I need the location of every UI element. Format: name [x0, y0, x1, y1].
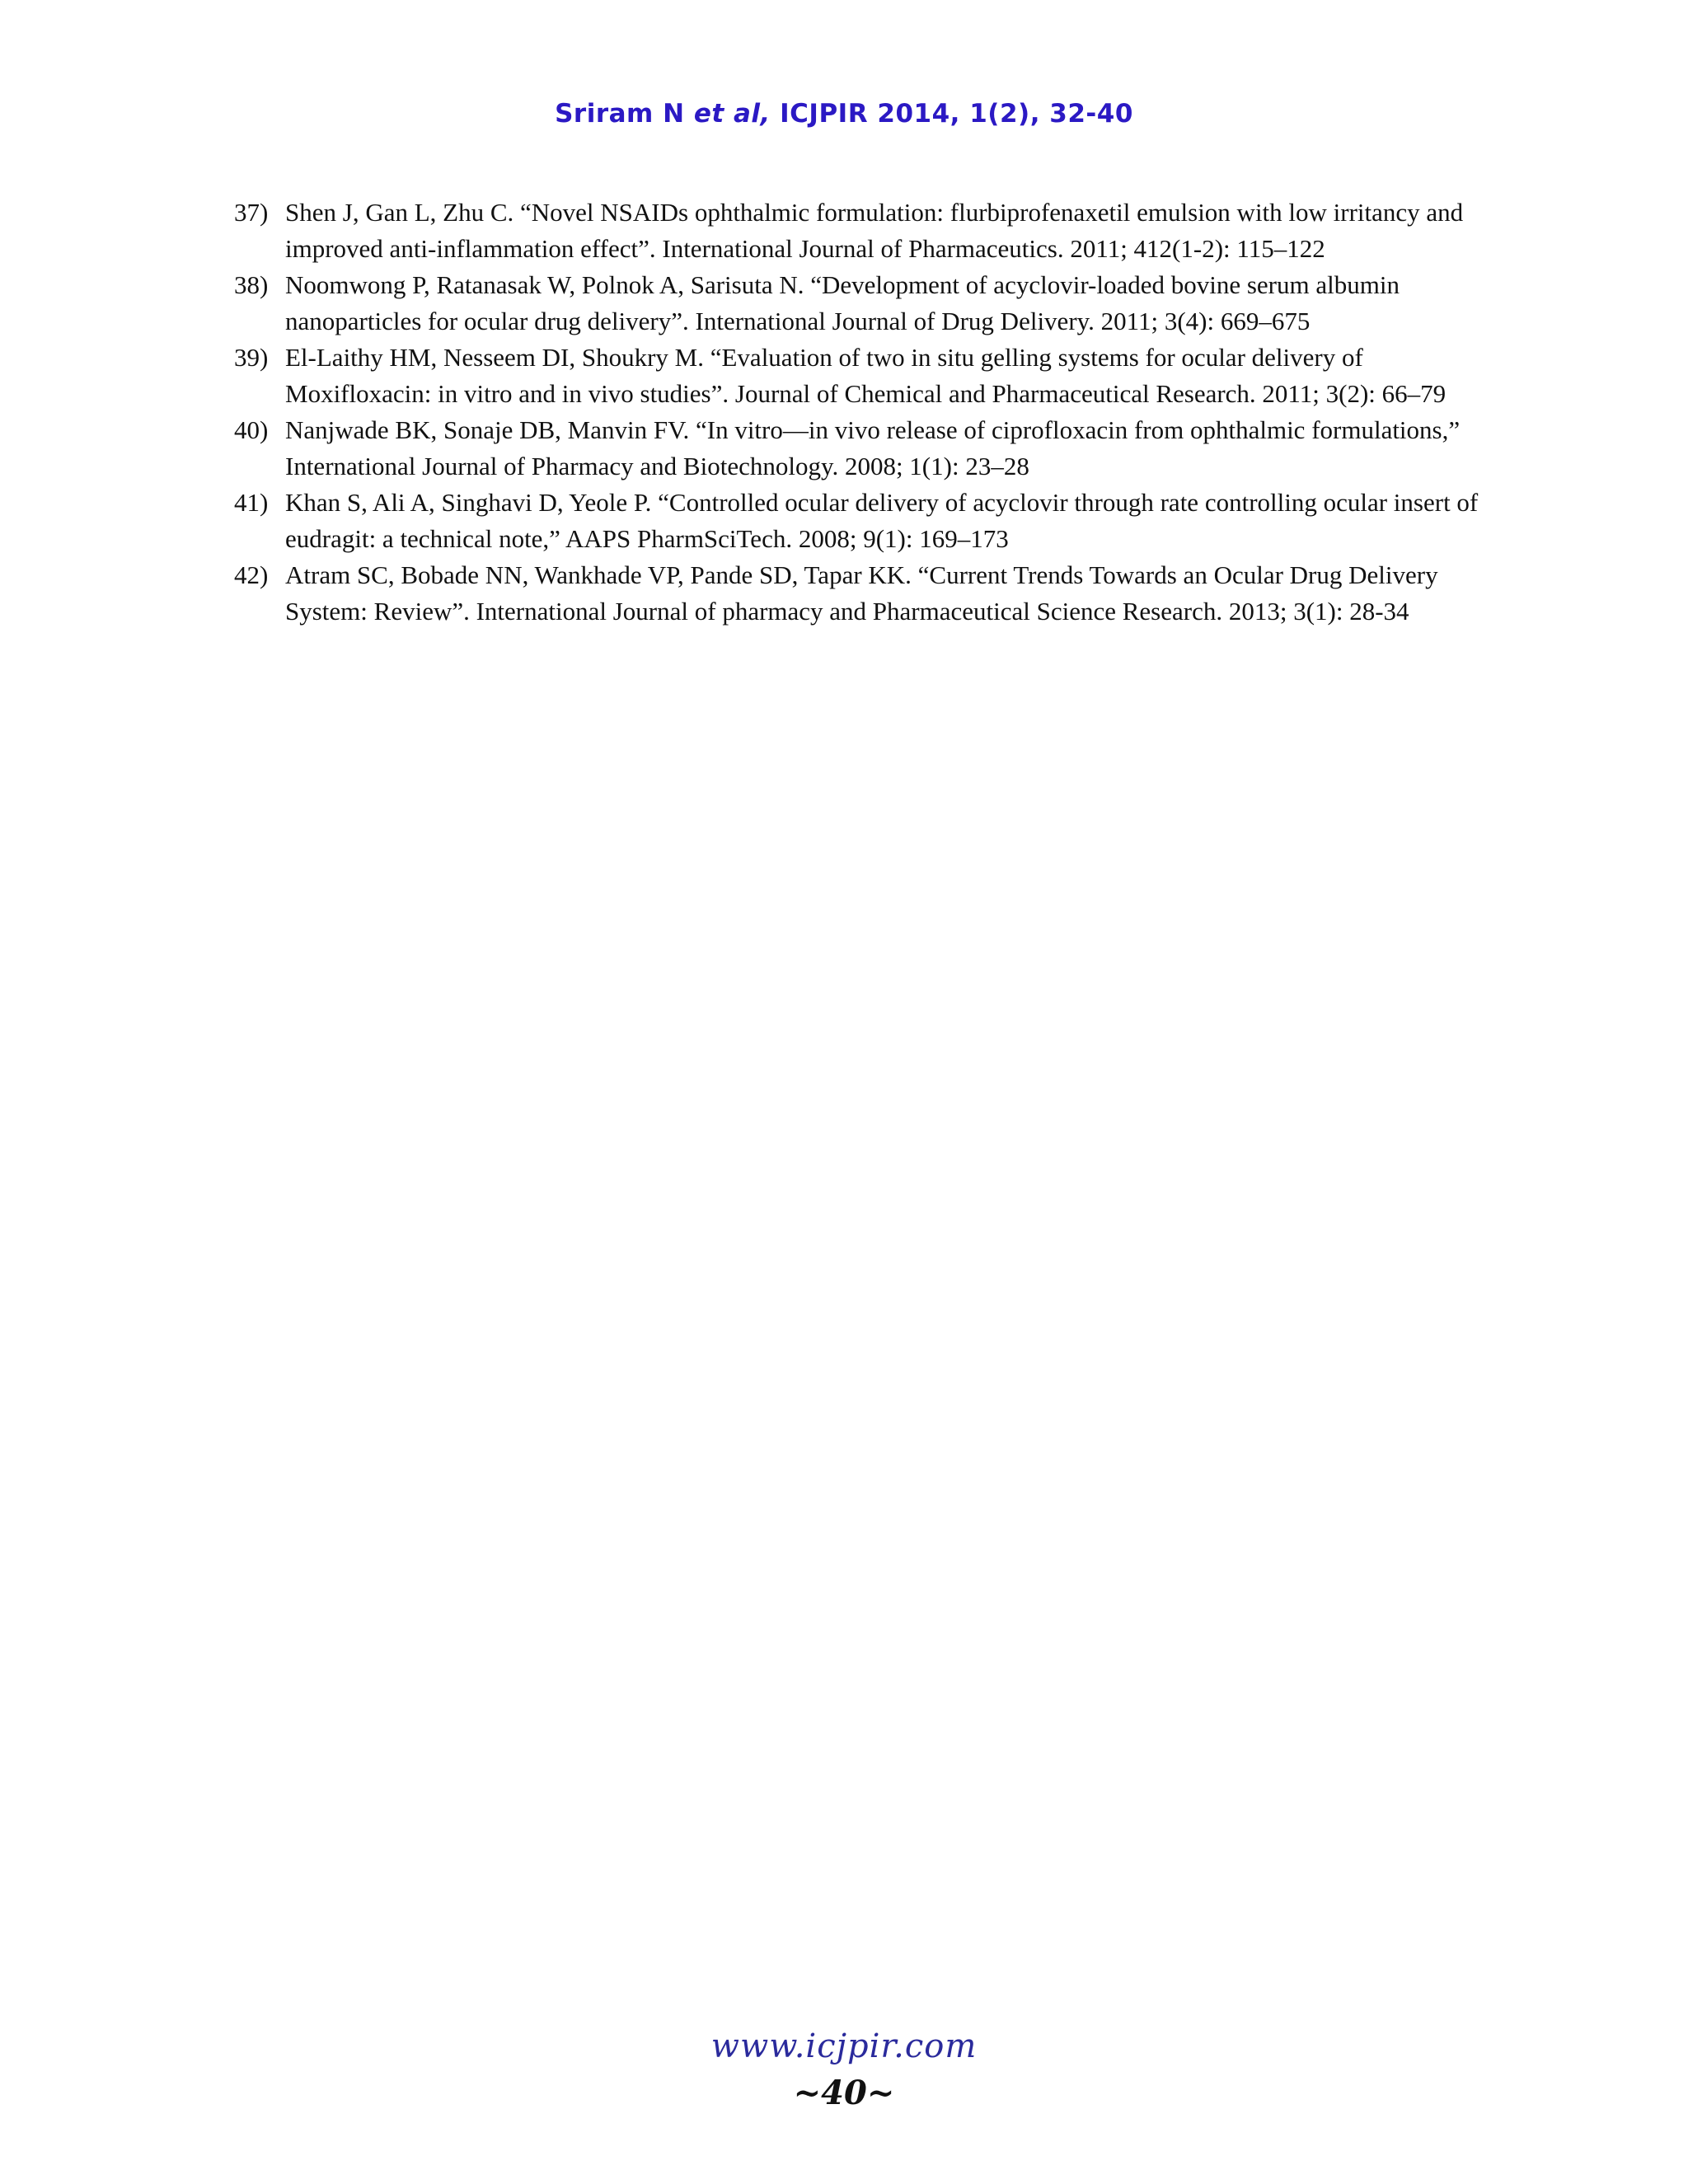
reference-text: Khan S, Ali A, Singhavi D, Yeole P. “Controlled ocular delivery of acyclovir through rate controlling ocular insert of eudragit: a technical note,” AAPS PharmSciTech. 2008; 9(1): 169–173 — [285, 488, 1479, 553]
reference-text: Shen J, Gan L, Zhu C. “Novel NSAIDs ophthalmic formulation: flurbiprofenaxetil emulsion with low irritancy and improved anti-inflammation effect”. International Journal of Pharmaceutics. 2011; 412(1-2): 115–122 — [285, 198, 1464, 263]
reference-text: Noomwong P, Ratanasak W, Polnok A, Sarisuta N. “Development of acyclovir-loaded bovine serum albumin nanoparticles for ocular drug delivery”. International Journal of Drug Delivery. 2011; 3(4): 669–675 — [285, 270, 1400, 335]
reference-list — [234, 194, 1503, 630]
reference-number: 38) — [234, 270, 269, 299]
reference-number: 37) — [234, 198, 269, 227]
page-number: ~40~ — [793, 2074, 895, 2112]
running-header — [0, 99, 1688, 129]
reference-number: 42) — [234, 560, 269, 589]
reference-number: 41) — [234, 488, 269, 517]
reference-text: Atram SC, Bobade NN, Wankhade VP, Pande SD, Tapar KK. “Current Trends Towards an Ocular Drug Delivery System: Review”. International Journal of pharmacy and Pharmaceutical Science Research. 2013; 3(1): 28-34 — [285, 560, 1438, 626]
header-citation: ICJPIR 2014, 1(2), 32-40 — [780, 99, 1133, 129]
reference-item — [234, 340, 1503, 412]
reference-item — [234, 557, 1503, 630]
header-et-al: et al, — [693, 99, 771, 129]
reference-text: Nanjwade BK, Sonaje DB, Manvin FV. “In vitro—in vivo release of ciprofloxacin from ophthalmic formulations,” International Journal of Pharmacy and Biotechnology. 2008; 1(1): 23–28 — [285, 415, 1461, 480]
footer-website-link[interactable]: www.icjpir.com — [710, 2027, 978, 2065]
reference-text: El-Laithy HM, Nesseem DI, Shoukry M. “Evaluation of two in situ gelling systems for ocular delivery of Moxifloxacin: in vitro and in vivo studies”. Journal of Chemical and Pharmaceutical Research. 2011; 3(2): 66–79 — [285, 343, 1447, 408]
reference-item — [234, 194, 1503, 267]
reference-number: 40) — [234, 415, 269, 444]
reference-item — [234, 485, 1503, 557]
reference-item — [234, 412, 1503, 485]
reference-item — [234, 267, 1503, 340]
header-authors: Sriram N — [555, 99, 685, 129]
reference-number: 39) — [234, 343, 269, 372]
